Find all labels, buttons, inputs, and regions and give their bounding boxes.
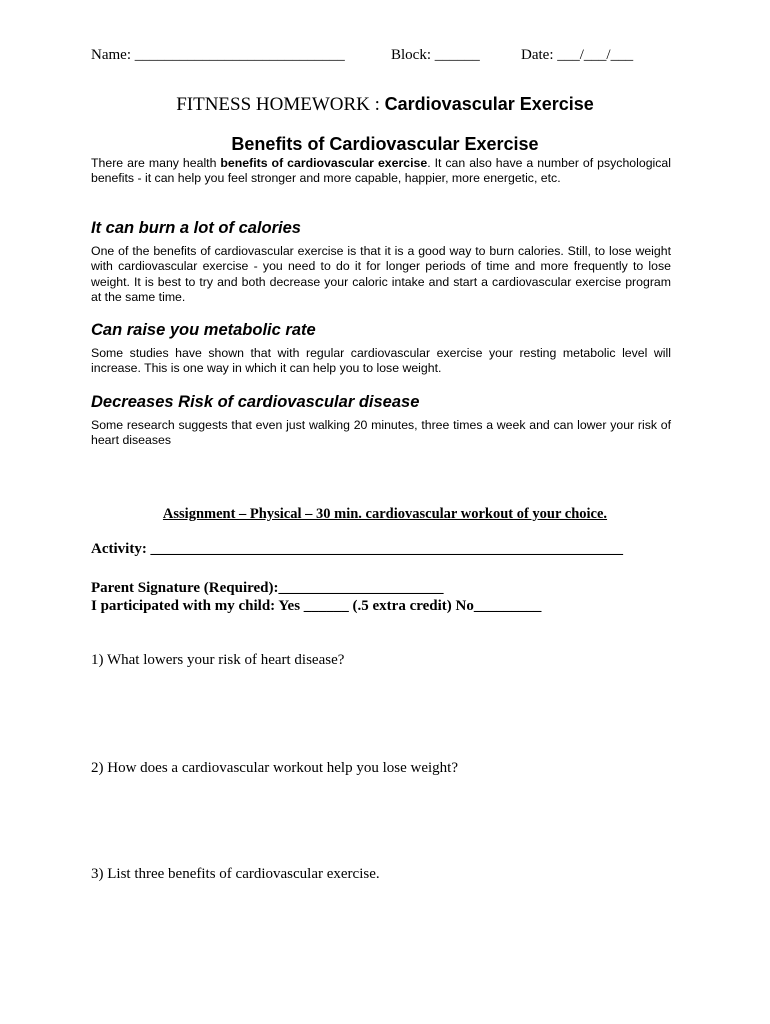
activity-field[interactable]: Activity: _______________________________________________________________ [91,541,624,557]
question-1: 1) What lowers your risk of heart disease? [91,652,345,668]
assignment-heading: Assignment – Physical – 30 min. cardiovascular workout of your choice. [162,506,608,522]
intro-post: . It can also have a number of psychological benefits - it can help you feel stronger and more capable, happier, more energetic, etc. [91,156,671,186]
section-heading-disease: Decreases Risk of cardiovascular disease [91,393,420,411]
participation-field[interactable]: I participated with my child: Yes ______ (.5 extra credit) No_________ [91,598,542,614]
page-title [0,94,770,116]
section-body-metabolic: Some studies have shown that with regular cardiovascular exercise your resting metabolic level will increase. This is one way in which it can help you to lose weight. [91,346,671,376]
intro-pre: There are many health [91,156,221,170]
page-title-bold: Cardiovascular Exercise [384,94,594,114]
name-field[interactable]: Name: ____________________________ [91,47,345,63]
section-heading-metabolic: Can raise you metabolic rate [91,321,316,339]
date-field[interactable]: Date: ___/___/___ [521,47,634,63]
parent-signature-field[interactable]: Parent Signature (Required):______________________ [91,580,444,596]
question-2: 2) How does a cardiovascular workout help you lose weight? [91,760,458,776]
section-body-disease: Some research suggests that even just walking 20 minutes, three times a week and can lower your risk of heart diseases [91,418,671,448]
intro-paragraph [91,156,671,187]
section-body-calories: One of the benefits of cardiovascular exercise is that it is a good way to burn calories. Still, to lose weight with cardiovascular exercise - you need to do it for longer periods of time and more frequently to lose weight. It is best to try and both decrease your caloric intake and start a cardiovascular exercise program at the same time. [91,244,671,305]
section-heading-calories: It can burn a lot of calories [91,219,301,237]
block-field[interactable]: Block: ______ [391,47,480,63]
intro-bold: benefits of cardiovascular exercise [220,156,428,170]
main-heading: Benefits of Cardiovascular Exercise [231,134,539,154]
page-title-prefix: FITNESS HOMEWORK : [176,94,385,115]
question-3: 3) List three benefits of cardiovascular exercise. [91,866,380,882]
